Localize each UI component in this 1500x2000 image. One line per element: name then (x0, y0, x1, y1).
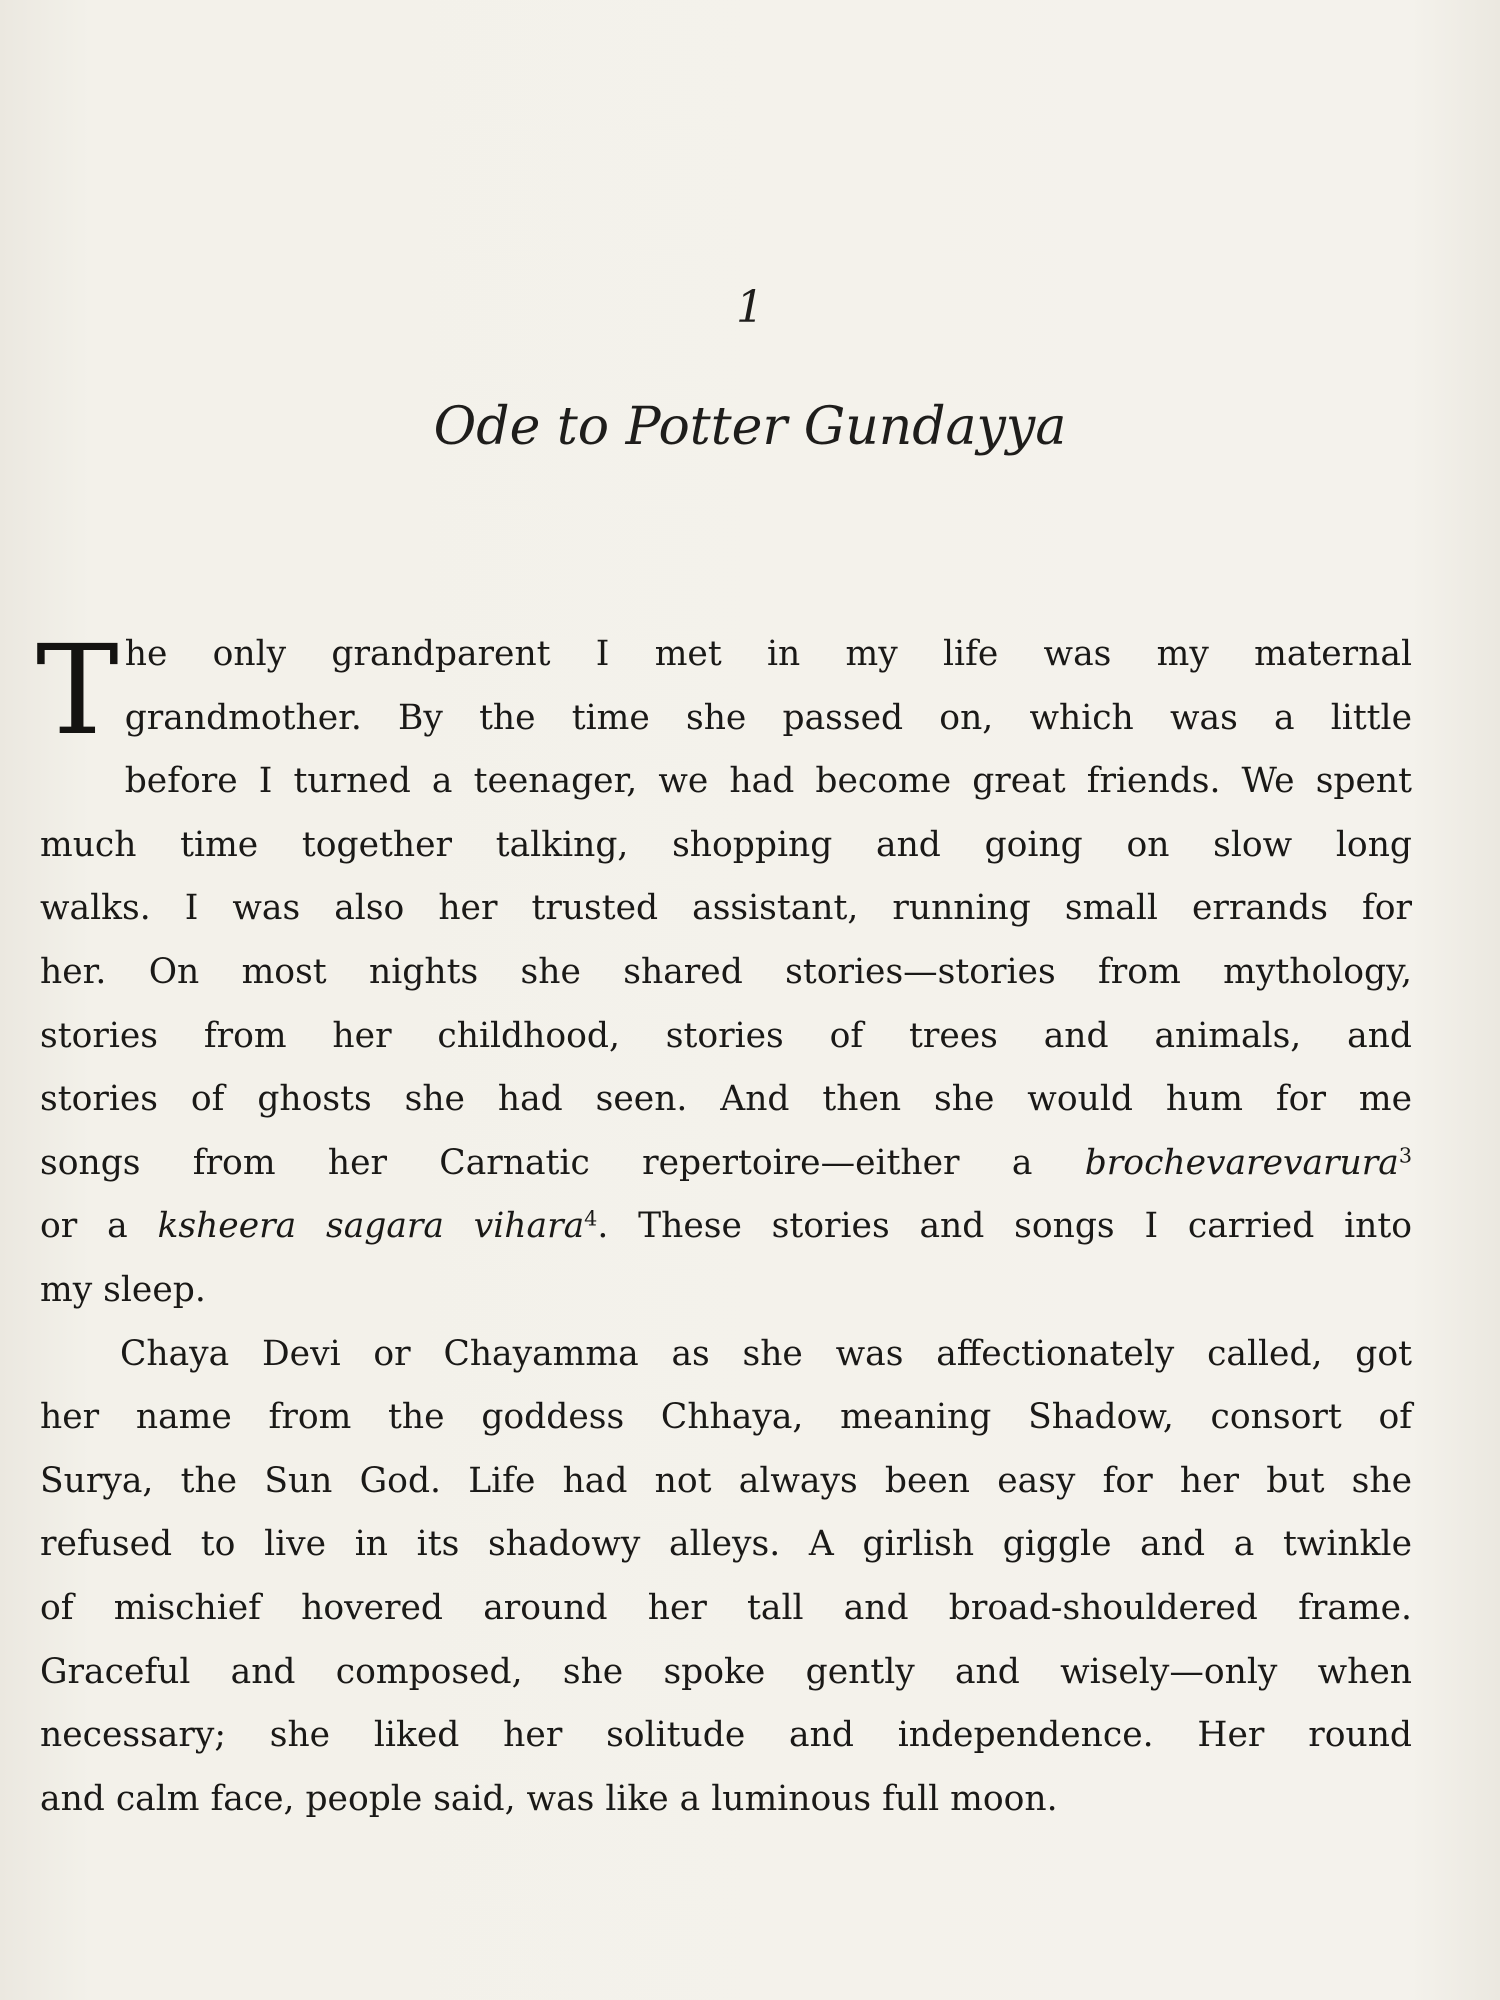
text-line: stories from her childhood, stories of trees and animals, and (40, 1015, 1412, 1056)
chapter-number: 1 (736, 282, 764, 333)
text-line: walks. I was also her trusted assistant, running small errands for (40, 888, 1412, 929)
song-title: ksheera sagara vihara (157, 1206, 585, 1247)
text-line: her name from the goddess Chhaya, meaning Shadow, consort of (40, 1397, 1412, 1438)
text-segment: . These stories and songs I carried into (597, 1206, 1412, 1247)
text-line: he only grandparent I met in my life was my maternal (124, 634, 1412, 674)
text-line: refused to live in its shadowy alleys. A girlish giggle and a twinkle (40, 1524, 1412, 1565)
text-line: stories of ghosts she had seen. And then she would hum for me (40, 1079, 1412, 1120)
show-through-texture (30, 0, 1470, 63)
text-line: necessary; she liked her solitude and independence. Her round (40, 1715, 1412, 1756)
text-line (40, 1132, 1412, 1196)
text-line: of mischief hovered around her tall and broad-shouldered frame. (40, 1587, 1412, 1628)
drop-cap: T (36, 619, 119, 763)
text-line: much time together talking, shopping and going on slow long (40, 824, 1412, 865)
text-segment: Chaya Devi or Chayamma as she was affectionately called, got (120, 1333, 1412, 1374)
chapter-title: Ode to Potter Gundayya (433, 397, 1067, 457)
text-line (40, 1195, 1412, 1259)
paragraph-1 (36, 619, 1412, 1323)
text-line: and calm face, people said, was like a luminous full moon. (40, 1778, 1058, 1819)
text-line: her. On most nights she shared stories—stories from mythology, (40, 951, 1412, 992)
text-line: Graceful and composed, she spoke gently and wisely—only when (40, 1651, 1412, 1692)
text-line: Surya, the Sun God. Life had not always been easy for her but she (40, 1460, 1412, 1501)
text-line: grandmother. By the time she passed on, which was a little (124, 697, 1412, 738)
paragraph-2 (40, 1323, 1412, 1832)
footnote-marker: 4 (584, 1206, 598, 1231)
text-line (40, 1323, 1412, 1387)
text-line: before I turned a teenager, we had become great friends. We spent (124, 761, 1412, 802)
text-segment: songs from her Carnatic repertoire—either a (40, 1142, 1085, 1183)
song-title: brochevarevarura (1084, 1142, 1399, 1183)
text-line: my sleep. (40, 1269, 206, 1310)
text-segment: or a (40, 1206, 158, 1247)
footnote-marker: 3 (1398, 1143, 1412, 1168)
chapter-body (36, 619, 1412, 1831)
